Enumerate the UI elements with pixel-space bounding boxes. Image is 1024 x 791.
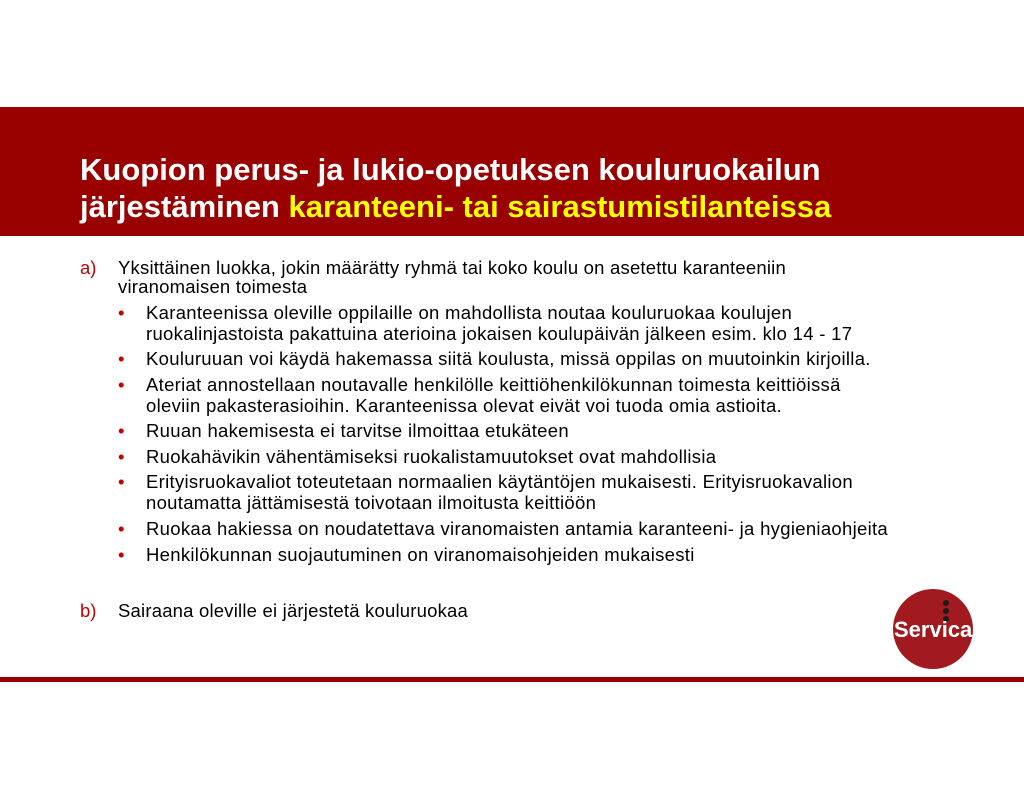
title-line-2-text: järjestäminen: [80, 189, 280, 224]
bullet-icon: •: [118, 445, 125, 467]
section-heading: [118, 601, 980, 620]
title-line-2: [80, 188, 831, 225]
section-a: [80, 258, 980, 565]
bullet-text: Karanteenissa oleville oppilaille on mahdollista noutaa kouluruokaa koulujen: [146, 301, 793, 323]
bullet-list: [118, 302, 980, 565]
section-heading-line: Sairaana oleville ei järjestetä kouluruokaa: [118, 599, 469, 621]
bullet-text: Kouluruuan voi käydä hakemassa siitä koulusta, missä oppilas on muutoinkin kirjoilla.: [146, 348, 871, 370]
section-marker: a): [80, 257, 97, 278]
bullet-text: Ruokaa hakiessa on noudatettava viranomaisten antamia karanteeni- ja hygieniaohjeita: [146, 518, 889, 540]
section-heading-line: Yksittäinen luokka, jokin määrätty ryhmä tai koko koulu on asetettu karanteeniin: [118, 257, 786, 278]
bullet-icon: •: [118, 301, 125, 323]
logo-dot: [943, 600, 949, 606]
list-item: [118, 518, 980, 539]
slide-content: [80, 258, 980, 620]
list-item: [118, 446, 980, 467]
list-item: [118, 348, 980, 369]
bullet-text: Erityisruokavaliot toteutetaan normaalien käytäntöjen mukaisesti. Erityisruokavalion: [146, 471, 853, 493]
list-item: [118, 544, 980, 565]
title-line-1: Kuopion perus- ja lukio-opetuksen kouluruokailun: [80, 152, 821, 187]
footer-divider: [0, 677, 1024, 682]
bullet-text: oleviin pakasterasioihin. Karanteenissa olevat eivät voi tuoda omia astioita.: [146, 394, 783, 416]
section-heading-line: viranomaisen toimesta: [118, 276, 308, 297]
bullet-icon: •: [118, 518, 125, 540]
bullet-text: Henkilökunnan suojautuminen on viranomaisohjeiden mukaisesti: [146, 543, 695, 565]
section-heading: [118, 258, 980, 296]
bullet-icon: •: [118, 543, 125, 565]
bullet-icon: •: [118, 420, 125, 442]
bullet-text: Ateriat annostellaan noutavalle henkilölle keittiöhenkilökunnan toimesta keittiöissä: [146, 373, 841, 395]
bullet-text: noutamatta jättämisestä toivotaan ilmoitusta keittiöön: [146, 492, 597, 514]
title-highlight: karanteeni- tai sairastumistilanteissa: [288, 189, 832, 224]
list-item: [118, 420, 980, 441]
list-item: [118, 471, 980, 513]
logo-dot: [943, 608, 949, 614]
bullet-icon: •: [118, 373, 125, 395]
bullet-icon: •: [118, 348, 125, 370]
section-marker: b): [80, 599, 97, 621]
section-b: [80, 601, 980, 620]
bullet-icon: •: [118, 471, 125, 493]
bullet-text: Ruuan hakemisesta ei tarvitse ilmoittaa etukäteen: [146, 420, 569, 442]
bullet-text: ruokalinjastoista pakattuina aterioina jokaisen koulupäivän jälkeen esim. klo 14 - 17: [146, 322, 853, 344]
slide-title: [80, 151, 831, 225]
list-item: [118, 374, 980, 416]
logo-text: Servica: [894, 617, 973, 642]
bullet-text: Ruokahävikin vähentämiseksi ruokalistamuutokset ovat mahdollisia: [146, 445, 717, 467]
list-item: [118, 302, 980, 344]
